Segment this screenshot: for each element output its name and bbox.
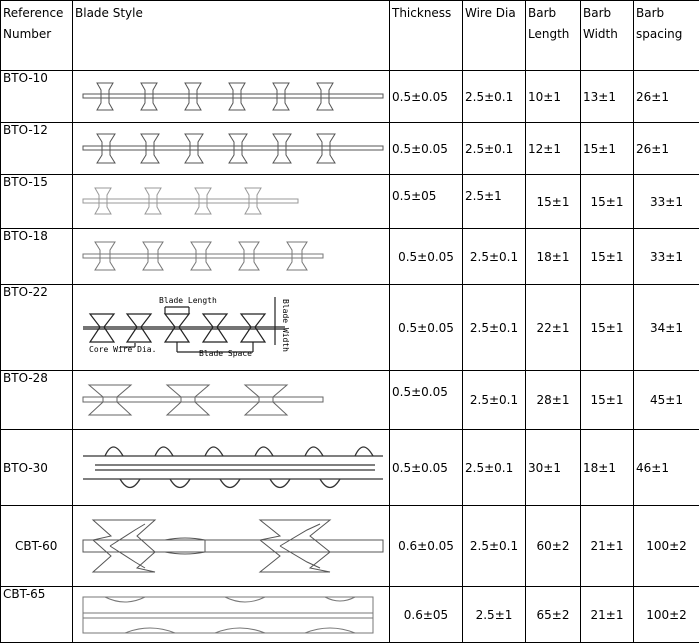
blade-bto15-icon [75,175,390,228]
barb-width-value: 15±1 [581,371,634,430]
thickness-value: 0.5±0.05 [390,123,463,175]
barb-length-value: 12±1 [526,123,581,175]
wire-dia-value: 2.5±0.1 [463,229,526,285]
barb-spacing-value: 100±2 [634,506,699,587]
reference-number: BTO-22 [1,285,73,371]
barb-length-value: 60±2 [526,506,581,587]
blade-bto18-icon [75,229,390,284]
header-blade-style: Blade Style [73,1,390,71]
barb-spacing-value: 100±2 [634,587,699,643]
blade-cbt60-icon [75,506,390,586]
reference-number: CBT-60 [1,506,73,587]
barb-spacing-value: 33±1 [634,229,699,285]
table-row [1,430,699,506]
barb-spacing-value: 26±1 [634,123,699,175]
barb-width-value: 21±1 [581,506,634,587]
blade-style-drawing [73,229,390,285]
blade-bto30-icon [75,430,390,505]
reference-number: BTO-28 [1,371,73,430]
barb-width-value: 15±1 [581,175,634,229]
barb-length-value: 15±1 [526,175,581,229]
barb-spacing-value: 26±1 [634,71,699,123]
barb-length-value: 10±1 [526,71,581,123]
wire-dia-value: 2.5±0.1 [463,430,526,506]
blade-space-label: Blade Space [199,349,252,358]
header-barb-length: Barb Length [526,1,581,71]
blade-style-drawing [73,587,390,643]
table-row [1,71,699,123]
header-wire-dia: Wire Dia [463,1,526,71]
header-thickness: Thickness [390,1,463,71]
thickness-value: 0.5±0.05 [390,285,463,371]
table-row [1,506,699,587]
barb-spacing-value: 46±1 [634,430,699,506]
reference-number: BTO-12 [1,123,73,175]
thickness-value: 0.6±05 [390,587,463,643]
blade-bto12-icon [75,123,390,174]
reference-number: BTO-18 [1,229,73,285]
blade-bto22-icon [75,285,390,370]
header-barb-width: Barb Width [581,1,634,71]
wire-dia-value: 2.5±1 [463,175,526,229]
blade-style-drawing [73,123,390,175]
blade-style-drawing [73,285,390,371]
thickness-value: 0.5±0.05 [390,229,463,285]
barb-width-value: 15±1 [581,285,634,371]
wire-dia-value: 2.5±0.1 [463,371,526,430]
reference-number: BTO-15 [1,175,73,229]
wire-dia-value: 2.5±0.1 [463,506,526,587]
blade-style-drawing [73,371,390,430]
blade-style-drawing [73,175,390,229]
barb-width-value: 21±1 [581,587,634,643]
table-row [1,175,699,229]
table-row [1,229,699,285]
thickness-value: 0.5±0.05 [390,430,463,506]
barb-length-value: 65±2 [526,587,581,643]
header-barb-spacing: Barb spacing [634,1,699,71]
barb-width-value: 13±1 [581,71,634,123]
wire-dia-value: 2.5±0.1 [463,71,526,123]
reference-number: BTO-10 [1,71,73,123]
thickness-value: 0.5±05 [390,175,463,229]
barb-length-value: 22±1 [526,285,581,371]
wire-dia-value: 2.5±1 [463,587,526,643]
table-row [1,371,699,430]
thickness-value: 0.5±0.05 [390,371,463,430]
wire-dia-value: 2.5±0.1 [463,123,526,175]
thickness-value: 0.5±0.05 [390,71,463,123]
reference-number: CBT-65 [1,587,73,643]
barb-length-value: 28±1 [526,371,581,430]
table-row [1,123,699,175]
blade-length-label: Blade Length [159,296,217,305]
wire-dia-value: 2.5±0.1 [463,285,526,371]
blade-style-drawing [73,71,390,123]
barb-width-value: 15±1 [581,123,634,175]
blade-bto28-icon [75,371,390,429]
barb-spacing-value: 33±1 [634,175,699,229]
barb-spacing-value: 45±1 [634,371,699,430]
barb-length-value: 18±1 [526,229,581,285]
barb-width-value: 15±1 [581,229,634,285]
header-reference-number: Reference Number [1,1,73,71]
thickness-value: 0.6±0.05 [390,506,463,587]
table-row [1,285,699,371]
barb-length-value: 30±1 [526,430,581,506]
header-row [1,1,699,71]
blade-bto10-icon [75,71,390,122]
barb-spacing-value: 34±1 [634,285,699,371]
barb-width-value: 18±1 [581,430,634,506]
blade-style-drawing [73,430,390,506]
core-wire-dia-label: Core Wire Dia. [89,345,156,354]
blade-style-drawing [73,506,390,587]
reference-number: BTO-30 [1,430,73,506]
blade-width-label: Blade Width [281,299,290,352]
table-row [1,587,699,643]
blade-cbt65-icon [75,587,390,642]
